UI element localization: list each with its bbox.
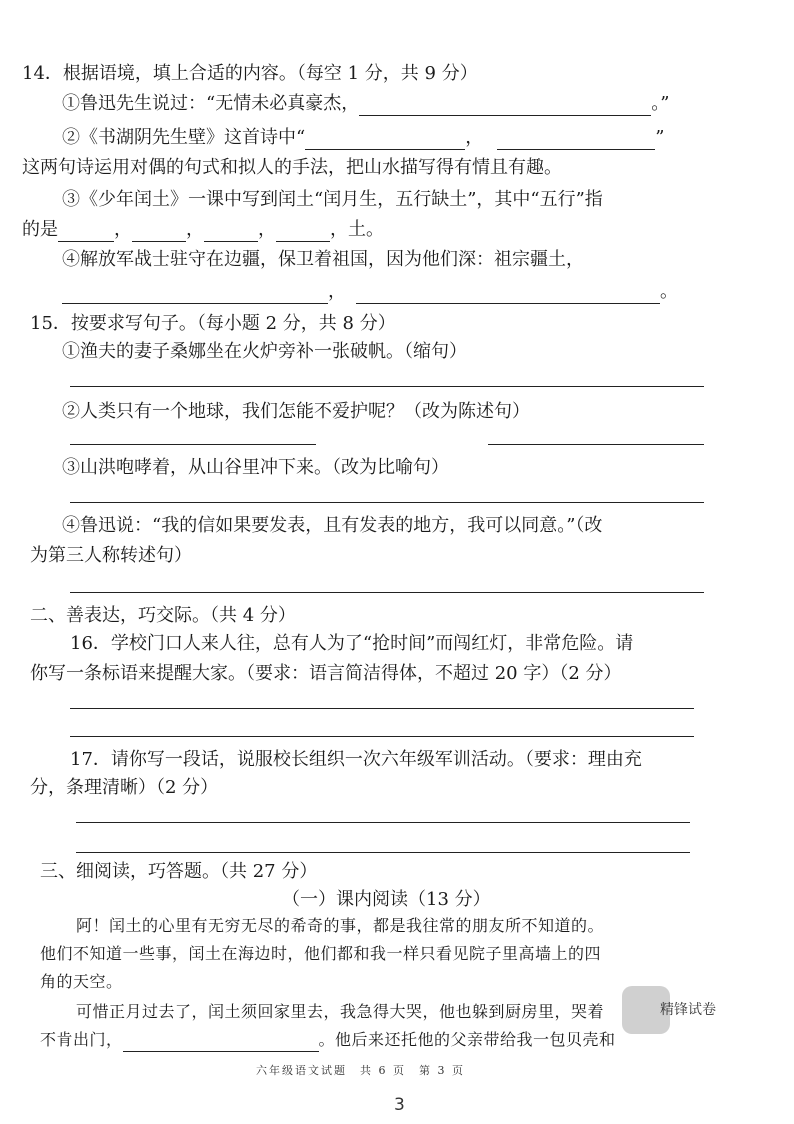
q14-item1-text: ①鲁迅先生说过：“无情未必真豪杰， [62,93,360,114]
q15-item4-line1: ④鲁迅说：“我的信如果要发表，且有发表的地方，我可以同意。”（改 [62,515,603,536]
q14-item4-line2 [62,280,678,304]
q14-title: 14．根据语境，填上合适的内容。（每空 1 分，共 9 分） [22,63,478,84]
q15-item2-answer-line-left[interactable] [70,444,316,445]
q14-item2-sep: ， [465,127,484,148]
q14-item3-blank3[interactable] [204,223,258,242]
q14-item4-blank1[interactable] [62,285,328,304]
q14-item4-blank2[interactable] [356,285,660,304]
q14-item2-end: ” [655,127,665,148]
q14-item2-blank1[interactable] [305,131,465,150]
page-footer: 六年级语文试题 共 6 页 第 3 页 [256,1064,465,1077]
q15-item1: ①渔夫的妻子桑娜坐在火炉旁补一张破帆。（缩句） [62,341,467,362]
q14-item3-line1: ③《少年闰土》一课中写到闰土“闰月生，五行缺土”，其中“五行”指 [62,189,603,210]
q17-line2: 分，条理清晰）（2 分） [30,777,219,798]
q14-item3-sep1: ， [114,219,132,240]
q14-item3-blank4[interactable] [276,223,330,242]
section3-subtitle: （一）课内阅读（13 分） [282,889,491,910]
reading-p1-line3: 角的天空。 [40,972,123,991]
q14-item4-end: 。 [660,281,678,302]
q14-item3-prefix: 的是 [22,219,58,240]
reading-p1-line2: 他们不知道一些事，闰土在海边时，他们都和我一样只看见院子里高墙上的四 [40,944,602,963]
q17-answer-line1[interactable] [76,822,690,823]
q15-item4-line2: 为第三人称转述句） [30,545,192,566]
reading-p2-prefix: 不肯出门， [40,1030,123,1049]
reading-p1-line1: 阿！闰土的心里有无穷无尽的希奇的事，都是我往常的朋友所不知道的。 [76,916,605,935]
q14-item1 [62,92,669,116]
q15-item1-answer-line[interactable] [70,386,704,387]
reading-p2-suffix: 。他后来还托他的父亲带给我一包贝壳和 [318,1030,616,1049]
q17-line1: 17．请你写一段话，说服校长组织一次六年级军训活动。（要求：理由充 [70,749,642,770]
q16-answer-line2[interactable] [70,736,694,737]
reading-p2-line2 [40,1028,616,1052]
q14-item2 [62,126,664,150]
q14-item3-line2 [22,218,384,242]
q16-answer-line1[interactable] [70,708,694,709]
q15-item3: ③山洪咆哮着，从山谷里冲下来。（改为比喻句） [62,457,449,478]
q17-answer-line2[interactable] [76,852,690,853]
q14-item3-blank1[interactable] [58,223,114,242]
q14-item2-line2: 这两句诗运用对偶的句式和拟人的手法，把山水描写得有情且有趣。 [22,157,562,178]
q16-line2: 你写一条标语来提醒大家。（要求：语言简洁得体，不超过 20 字）（2 分） [30,663,622,684]
q15-item4-answer-line[interactable] [70,592,704,593]
q14-item3-end: ，土。 [330,219,384,240]
page-number: 3 [394,1095,405,1115]
section2-title: 二、善表达，巧交际。（共 4 分） [30,605,296,626]
q15-title: 15．按要求写句子。（每小题 2 分，共 8 分） [30,313,396,334]
q14-item3-blank2[interactable] [132,223,186,242]
q14-item4-line1: ④解放军战士驻守在边疆，保卫着祖国，因为他们深：祖宗疆土， [62,249,584,270]
q14-item2-blank2[interactable] [497,131,655,150]
q14-item2-text: ②《书湖阴先生壁》这首诗中“ [62,127,306,148]
q16-line1: 16．学校门口人来人往，总有人为了“抢时间”而闯红灯，非常危险。请 [70,633,634,654]
q15-item2-answer-line-right[interactable] [488,444,704,445]
q14-item1-end: 。” [651,93,670,114]
q14-item1-blank[interactable] [359,97,651,116]
q14-item4-sep: ， [328,281,346,302]
watermark-text: 精锋试卷 [660,1002,716,1018]
reading-p2-blank[interactable] [123,1033,319,1052]
section3-title: 三、细阅读，巧答题。（共 27 分） [40,861,318,882]
q15-item3-answer-line[interactable] [70,502,704,503]
q15-item2: ②人类只有一个地球，我们怎能不爱护呢？（改为陈述句） [62,401,530,422]
q14-item3-sep3: ， [258,219,276,240]
q14-item3-sep2: ， [186,219,204,240]
reading-p2-line1: 可惜正月过去了，闰土须回家里去，我急得大哭，他也躲到厨房里，哭着 [76,1002,605,1021]
